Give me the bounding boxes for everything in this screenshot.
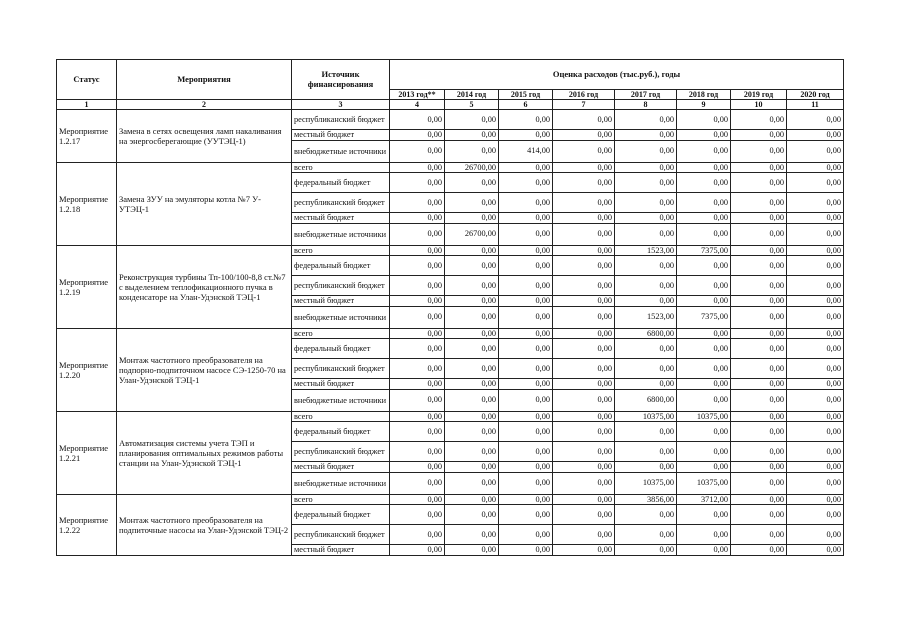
funding-source: республиканский бюджет <box>292 525 390 545</box>
cost-value: 0,00 <box>731 545 787 556</box>
cost-value: 0,00 <box>731 193 787 213</box>
cost-value: 0,00 <box>787 462 844 473</box>
cost-value: 0,00 <box>731 328 787 339</box>
cost-value: 0,00 <box>615 256 677 276</box>
cost-value: 0,00 <box>499 442 553 462</box>
event-title: Замена ЗУУ на эмуляторы котла №7 У-УТЭЦ-1 <box>117 162 292 245</box>
funding-source: федеральный бюджет <box>292 422 390 442</box>
cost-value: 0,00 <box>677 173 731 193</box>
cost-value: 0,00 <box>731 110 787 130</box>
column-number: 10 <box>731 100 787 110</box>
cost-value: 0,00 <box>390 525 445 545</box>
column-number: 4 <box>390 100 445 110</box>
cost-value: 0,00 <box>390 379 445 390</box>
cost-value: 0,00 <box>787 545 844 556</box>
cost-value: 0,00 <box>390 130 445 141</box>
funding-source: местный бюджет <box>292 130 390 141</box>
cost-value: 0,00 <box>731 422 787 442</box>
cost-value: 0,00 <box>677 276 731 296</box>
event-title: Замена в сетях освещения ламп накаливания на энергосберегающие (УУТЭЦ-1) <box>117 110 292 163</box>
cost-value: 0,00 <box>731 389 787 411</box>
cost-value: 0,00 <box>445 339 499 359</box>
cost-value: 0,00 <box>445 328 499 339</box>
cost-value: 0,00 <box>499 245 553 256</box>
cost-value: 0,00 <box>677 422 731 442</box>
cost-value: 10375,00 <box>615 411 677 422</box>
header-year: 2013 год** <box>390 90 445 100</box>
funding-source: внебюджетные источники <box>292 306 390 328</box>
cost-value: 0,00 <box>731 140 787 162</box>
cost-value: 0,00 <box>445 545 499 556</box>
cost-value: 0,00 <box>787 389 844 411</box>
cost-value: 0,00 <box>731 173 787 193</box>
cost-value: 0,00 <box>499 472 553 494</box>
cost-value: 0,00 <box>553 173 615 193</box>
cost-value: 0,00 <box>731 442 787 462</box>
cost-value: 0,00 <box>615 213 677 224</box>
cost-value: 0,00 <box>553 110 615 130</box>
cost-value: 0,00 <box>677 379 731 390</box>
cost-value: 0,00 <box>390 245 445 256</box>
cost-value: 0,00 <box>615 505 677 525</box>
funding-source: республиканский бюджет <box>292 110 390 130</box>
event-title: Монтаж частотного преобразователя на подпорно-подпиточном насосе СЭ-1250-70 на Улан-Удэнской ТЭЦ-1 <box>117 328 292 411</box>
cost-value: 414,00 <box>499 140 553 162</box>
cost-value: 0,00 <box>553 140 615 162</box>
cost-value: 0,00 <box>445 173 499 193</box>
cost-value: 0,00 <box>677 296 731 307</box>
cost-value: 0,00 <box>677 130 731 141</box>
cost-value: 0,00 <box>731 162 787 173</box>
cost-value: 0,00 <box>390 339 445 359</box>
cost-value: 0,00 <box>553 411 615 422</box>
cost-value: 0,00 <box>499 339 553 359</box>
cost-value: 0,00 <box>615 379 677 390</box>
cost-value: 0,00 <box>787 193 844 213</box>
cost-value: 0,00 <box>615 339 677 359</box>
cost-value: 0,00 <box>390 545 445 556</box>
cost-value: 0,00 <box>731 245 787 256</box>
cost-value: 0,00 <box>787 162 844 173</box>
cost-value: 0,00 <box>553 130 615 141</box>
cost-value: 0,00 <box>731 494 787 505</box>
budget-table <box>56 59 844 556</box>
cost-value: 0,00 <box>445 525 499 545</box>
cost-value: 0,00 <box>787 245 844 256</box>
cost-value: 7375,00 <box>677 245 731 256</box>
cost-value: 0,00 <box>553 422 615 442</box>
cost-value: 0,00 <box>445 505 499 525</box>
cost-value: 0,00 <box>445 213 499 224</box>
cost-value: 0,00 <box>677 389 731 411</box>
column-number: 8 <box>615 100 677 110</box>
cost-value: 0,00 <box>731 296 787 307</box>
cost-value: 0,00 <box>787 339 844 359</box>
cost-value: 0,00 <box>787 256 844 276</box>
funding-source: местный бюджет <box>292 462 390 473</box>
cost-value: 0,00 <box>390 472 445 494</box>
funding-source: местный бюджет <box>292 545 390 556</box>
cost-value: 0,00 <box>499 462 553 473</box>
funding-source: местный бюджет <box>292 379 390 390</box>
table-row <box>57 110 844 130</box>
column-number: 5 <box>445 100 499 110</box>
cost-value: 0,00 <box>731 525 787 545</box>
cost-value: 0,00 <box>445 256 499 276</box>
column-number: 11 <box>787 100 844 110</box>
cost-value: 10375,00 <box>615 472 677 494</box>
table-row <box>57 328 844 339</box>
cost-value: 3856,00 <box>615 494 677 505</box>
cost-value: 0,00 <box>553 193 615 213</box>
event-status: Мероприятие 1.2.21 <box>57 411 117 494</box>
cost-value: 0,00 <box>615 173 677 193</box>
cost-value: 0,00 <box>787 442 844 462</box>
cost-value: 0,00 <box>787 110 844 130</box>
cost-value: 0,00 <box>787 306 844 328</box>
cost-value: 0,00 <box>731 223 787 245</box>
cost-value: 0,00 <box>499 545 553 556</box>
cost-value: 0,00 <box>499 494 553 505</box>
cost-value: 26700,00 <box>445 223 499 245</box>
cost-value: 0,00 <box>787 505 844 525</box>
funding-source: внебюджетные источники <box>292 389 390 411</box>
cost-value: 0,00 <box>445 472 499 494</box>
event-title: Автоматизация системы учета ТЭП и планирования оптимальных режимов работы станции на Улан-Удэнской ТЭЦ-1 <box>117 411 292 494</box>
cost-value: 0,00 <box>787 525 844 545</box>
cost-value: 0,00 <box>499 213 553 224</box>
cost-value: 0,00 <box>677 140 731 162</box>
table-row <box>57 245 844 256</box>
cost-value: 0,00 <box>787 359 844 379</box>
funding-source: республиканский бюджет <box>292 193 390 213</box>
cost-value: 0,00 <box>787 328 844 339</box>
header-year: 2014 год <box>445 90 499 100</box>
cost-value: 0,00 <box>615 193 677 213</box>
cost-value: 0,00 <box>787 223 844 245</box>
cost-value: 0,00 <box>445 462 499 473</box>
cost-value: 0,00 <box>553 296 615 307</box>
cost-value: 0,00 <box>390 306 445 328</box>
cost-value: 0,00 <box>390 110 445 130</box>
cost-value: 0,00 <box>390 223 445 245</box>
cost-value: 0,00 <box>445 276 499 296</box>
cost-value: 0,00 <box>615 525 677 545</box>
cost-value: 0,00 <box>499 505 553 525</box>
cost-value: 0,00 <box>615 462 677 473</box>
cost-value: 0,00 <box>677 505 731 525</box>
funding-source: внебюджетные источники <box>292 472 390 494</box>
cost-value: 10375,00 <box>677 472 731 494</box>
cost-value: 0,00 <box>390 213 445 224</box>
event-title: Реконструкция турбины Тп-100/100-8,8 ст.№7 с выделением теплофикационного пучка в конденсаторе на Улан-Удэнской ТЭЦ-1 <box>117 245 292 328</box>
cost-value: 10375,00 <box>677 411 731 422</box>
cost-value: 0,00 <box>787 276 844 296</box>
cost-value: 0,00 <box>499 296 553 307</box>
funding-source: республиканский бюджет <box>292 276 390 296</box>
cost-value: 0,00 <box>390 442 445 462</box>
funding-source: внебюджетные источники <box>292 140 390 162</box>
funding-source: всего <box>292 162 390 173</box>
cost-value: 0,00 <box>445 140 499 162</box>
cost-value: 0,00 <box>787 411 844 422</box>
cost-value: 0,00 <box>390 140 445 162</box>
event-status: Мероприятие 1.2.18 <box>57 162 117 245</box>
cost-value: 0,00 <box>445 379 499 390</box>
cost-value: 0,00 <box>445 306 499 328</box>
cost-value: 0,00 <box>615 442 677 462</box>
cost-value: 0,00 <box>553 462 615 473</box>
cost-value: 0,00 <box>731 462 787 473</box>
cost-value: 0,00 <box>445 359 499 379</box>
event-status: Мероприятие 1.2.19 <box>57 245 117 328</box>
cost-value: 0,00 <box>390 411 445 422</box>
header-year: 2017 год <box>615 90 677 100</box>
cost-value: 0,00 <box>553 389 615 411</box>
cost-value: 0,00 <box>553 276 615 296</box>
cost-value: 0,00 <box>499 193 553 213</box>
cost-value: 0,00 <box>390 173 445 193</box>
cost-value: 0,00 <box>499 328 553 339</box>
cost-value: 0,00 <box>731 213 787 224</box>
cost-value: 26700,00 <box>445 162 499 173</box>
cost-value: 0,00 <box>390 276 445 296</box>
cost-value: 0,00 <box>390 328 445 339</box>
event-title: Монтаж частотного преобразователя на подпиточные насосы на Улан-Удэнской ТЭЦ-2 <box>117 494 292 555</box>
cost-value: 0,00 <box>615 162 677 173</box>
cost-value: 6800,00 <box>615 389 677 411</box>
cost-value: 0,00 <box>677 339 731 359</box>
cost-value: 0,00 <box>499 306 553 328</box>
header-estimate: Оценка расходов (тыс.руб.), годы <box>390 60 844 90</box>
cost-value: 0,00 <box>553 306 615 328</box>
event-status: Мероприятие 1.2.20 <box>57 328 117 411</box>
funding-source: всего <box>292 411 390 422</box>
cost-value: 0,00 <box>499 389 553 411</box>
header-year: 2020 год <box>787 90 844 100</box>
cost-value: 0,00 <box>499 411 553 422</box>
cost-value: 0,00 <box>615 296 677 307</box>
column-number: 6 <box>499 100 553 110</box>
cost-value: 0,00 <box>731 359 787 379</box>
cost-value: 0,00 <box>499 422 553 442</box>
cost-value: 7375,00 <box>677 306 731 328</box>
funding-source: федеральный бюджет <box>292 173 390 193</box>
cost-value: 0,00 <box>445 110 499 130</box>
header-status: Статус <box>57 60 117 100</box>
funding-source: всего <box>292 328 390 339</box>
cost-value: 0,00 <box>499 256 553 276</box>
cost-value: 0,00 <box>787 296 844 307</box>
cost-value: 0,00 <box>787 173 844 193</box>
cost-value: 0,00 <box>677 525 731 545</box>
cost-value: 0,00 <box>615 545 677 556</box>
cost-value: 0,00 <box>390 296 445 307</box>
cost-value: 0,00 <box>499 110 553 130</box>
table-row <box>57 494 844 505</box>
column-number: 1 <box>57 100 117 110</box>
cost-value: 0,00 <box>390 256 445 276</box>
cost-value: 3712,00 <box>677 494 731 505</box>
cost-value: 0,00 <box>615 359 677 379</box>
cost-value: 0,00 <box>499 379 553 390</box>
cost-value: 0,00 <box>731 505 787 525</box>
cost-value: 0,00 <box>615 140 677 162</box>
cost-value: 0,00 <box>731 130 787 141</box>
cost-value: 0,00 <box>553 505 615 525</box>
cost-value: 0,00 <box>615 276 677 296</box>
header-year: 2016 год <box>553 90 615 100</box>
funding-source: федеральный бюджет <box>292 505 390 525</box>
cost-value: 0,00 <box>677 162 731 173</box>
cost-value: 0,00 <box>499 162 553 173</box>
cost-value: 0,00 <box>499 359 553 379</box>
cost-value: 0,00 <box>677 328 731 339</box>
header-year: 2018 год <box>677 90 731 100</box>
cost-value: 0,00 <box>553 359 615 379</box>
cost-value: 0,00 <box>445 296 499 307</box>
header-year: 2015 год <box>499 90 553 100</box>
cost-value: 1523,00 <box>615 306 677 328</box>
cost-value: 0,00 <box>677 110 731 130</box>
header-source: Источник финансирования <box>292 60 390 100</box>
cost-value: 0,00 <box>445 494 499 505</box>
table-row <box>57 411 844 422</box>
cost-value: 1523,00 <box>615 245 677 256</box>
cost-value: 0,00 <box>731 472 787 494</box>
cost-value: 0,00 <box>390 462 445 473</box>
cost-value: 0,00 <box>677 223 731 245</box>
cost-value: 0,00 <box>553 379 615 390</box>
cost-value: 0,00 <box>731 256 787 276</box>
cost-value: 0,00 <box>445 193 499 213</box>
table-row <box>57 162 844 173</box>
funding-source: всего <box>292 245 390 256</box>
cost-value: 0,00 <box>445 130 499 141</box>
cost-value: 0,00 <box>615 110 677 130</box>
cost-value: 0,00 <box>677 545 731 556</box>
funding-source: республиканский бюджет <box>292 442 390 462</box>
cost-value: 0,00 <box>499 525 553 545</box>
cost-value: 0,00 <box>553 245 615 256</box>
cost-value: 0,00 <box>787 472 844 494</box>
cost-value: 0,00 <box>445 389 499 411</box>
cost-value: 0,00 <box>787 379 844 390</box>
header-event: Мероприятия <box>117 60 292 100</box>
cost-value: 0,00 <box>553 472 615 494</box>
cost-value: 0,00 <box>787 494 844 505</box>
cost-value: 0,00 <box>445 245 499 256</box>
cost-value: 0,00 <box>390 193 445 213</box>
funding-source: республиканский бюджет <box>292 359 390 379</box>
funding-source: федеральный бюджет <box>292 256 390 276</box>
funding-source: всего <box>292 494 390 505</box>
funding-source: местный бюджет <box>292 213 390 224</box>
cost-value: 0,00 <box>390 422 445 442</box>
cost-value: 0,00 <box>390 494 445 505</box>
cost-value: 0,00 <box>553 442 615 462</box>
column-number: 2 <box>117 100 292 110</box>
cost-value: 0,00 <box>787 422 844 442</box>
funding-source: федеральный бюджет <box>292 339 390 359</box>
cost-value: 0,00 <box>731 339 787 359</box>
cost-value: 0,00 <box>677 193 731 213</box>
column-number: 9 <box>677 100 731 110</box>
cost-value: 0,00 <box>390 162 445 173</box>
cost-value: 6800,00 <box>615 328 677 339</box>
cost-value: 0,00 <box>615 223 677 245</box>
cost-value: 0,00 <box>731 306 787 328</box>
cost-value: 0,00 <box>390 505 445 525</box>
column-number: 7 <box>553 100 615 110</box>
header-year: 2019 год <box>731 90 787 100</box>
cost-value: 0,00 <box>390 359 445 379</box>
cost-value: 0,00 <box>677 359 731 379</box>
cost-value: 0,00 <box>445 422 499 442</box>
event-status: Мероприятие 1.2.22 <box>57 494 117 555</box>
cost-value: 0,00 <box>677 462 731 473</box>
column-number: 3 <box>292 100 390 110</box>
cost-value: 0,00 <box>553 494 615 505</box>
cost-value: 0,00 <box>553 339 615 359</box>
cost-value: 0,00 <box>677 256 731 276</box>
cost-value: 0,00 <box>390 389 445 411</box>
funding-source: внебюджетные источники <box>292 223 390 245</box>
cost-value: 0,00 <box>677 213 731 224</box>
cost-value: 0,00 <box>553 545 615 556</box>
cost-value: 0,00 <box>787 140 844 162</box>
cost-value: 0,00 <box>553 525 615 545</box>
cost-value: 0,00 <box>499 173 553 193</box>
event-status: Мероприятие 1.2.17 <box>57 110 117 163</box>
cost-value: 0,00 <box>787 130 844 141</box>
cost-value: 0,00 <box>445 411 499 422</box>
cost-value: 0,00 <box>499 130 553 141</box>
cost-value: 0,00 <box>731 411 787 422</box>
cost-value: 0,00 <box>615 422 677 442</box>
cost-value: 0,00 <box>553 223 615 245</box>
cost-value: 0,00 <box>731 379 787 390</box>
cost-value: 0,00 <box>677 442 731 462</box>
cost-value: 0,00 <box>553 162 615 173</box>
cost-value: 0,00 <box>553 213 615 224</box>
cost-value: 0,00 <box>553 256 615 276</box>
cost-value: 0,00 <box>615 130 677 141</box>
cost-value: 0,00 <box>731 276 787 296</box>
cost-value: 0,00 <box>787 213 844 224</box>
funding-source: местный бюджет <box>292 296 390 307</box>
cost-value: 0,00 <box>499 276 553 296</box>
cost-value: 0,00 <box>499 223 553 245</box>
cost-value: 0,00 <box>445 442 499 462</box>
cost-value: 0,00 <box>553 328 615 339</box>
